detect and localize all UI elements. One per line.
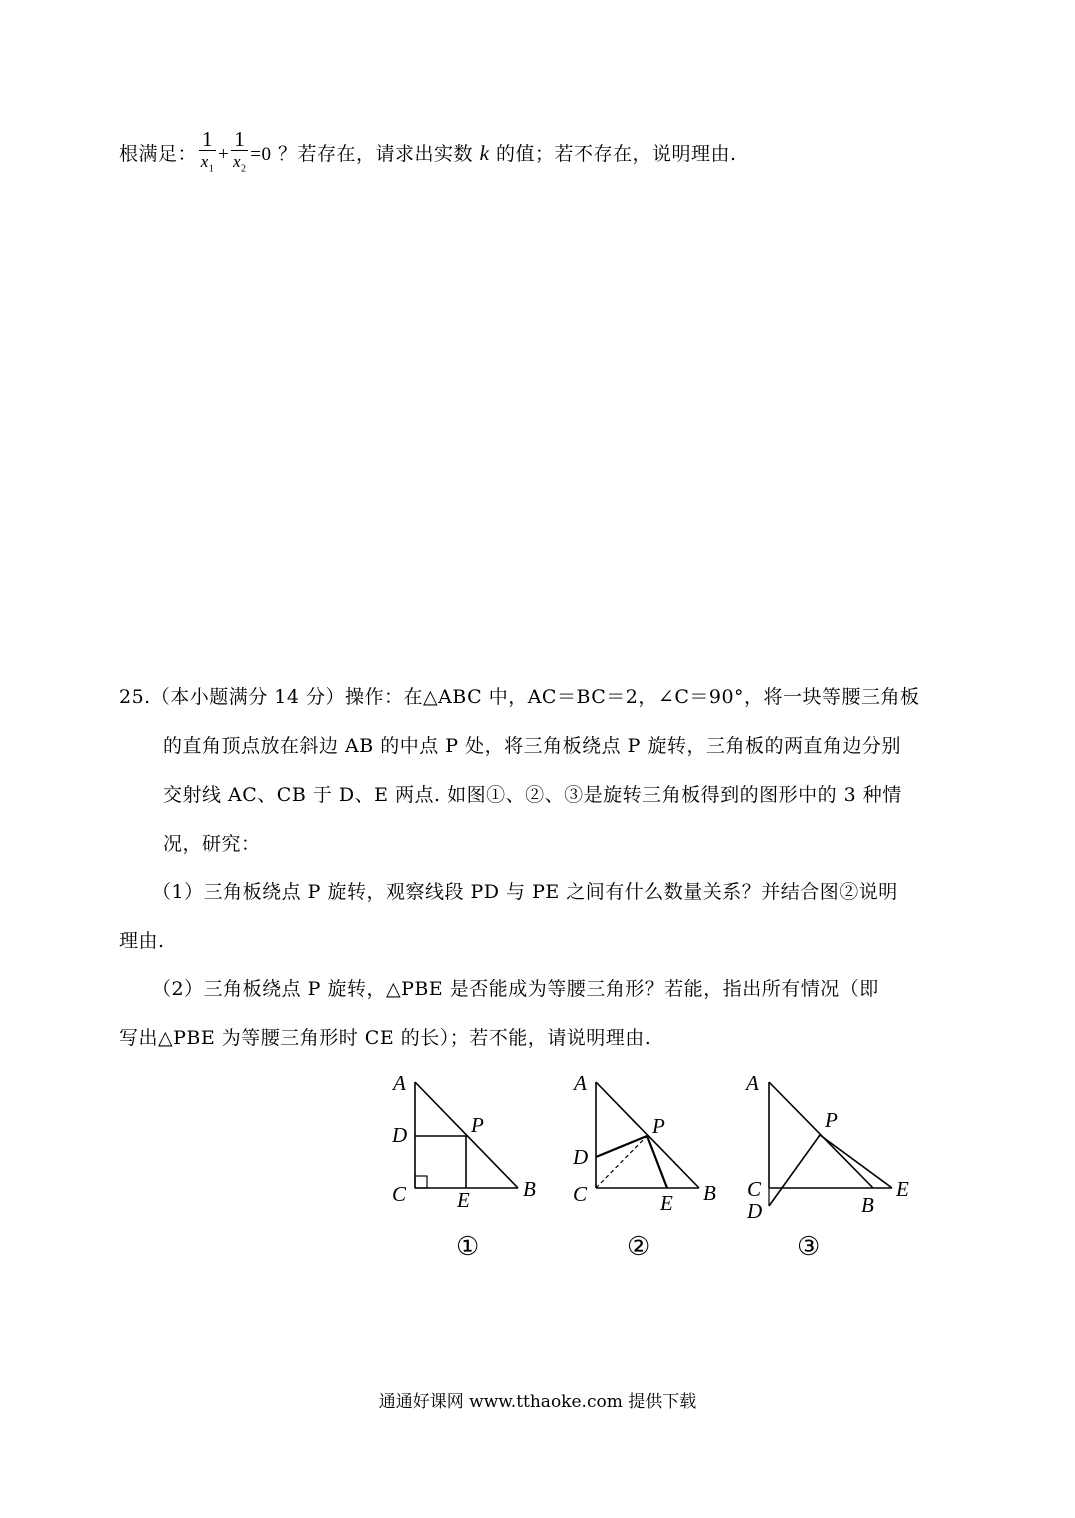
q25-part2-line-2: 写出△PBE 为等腰三角形时 CE 的长）；若不能，请说明理由. — [119, 1027, 652, 1049]
fig2-label-a: A — [574, 1071, 587, 1095]
fig2-label-p: P — [652, 1114, 665, 1138]
figure-3-caption: ③ — [797, 1232, 821, 1262]
figure-2-caption: ② — [627, 1232, 651, 1262]
fig2-label-c: C — [573, 1182, 588, 1206]
fig3-segment-pe — [820, 1135, 892, 1188]
page-footer: 通通好课网 www.tthaoke.com 提供下载 — [378, 1392, 697, 1412]
q25-line-4: 况，研究： — [163, 833, 261, 855]
fig2-label-d: D — [573, 1145, 589, 1169]
figure-1-caption: ① — [456, 1232, 480, 1262]
fig1-right-angle-mark — [415, 1176, 427, 1188]
fig1-label-c: C — [392, 1182, 407, 1206]
fig1-label-b: B — [523, 1177, 536, 1201]
fig3-label-a: A — [746, 1071, 759, 1095]
q25-line-3: 交射线 AC、CB 于 D、E 两点. 如图①、②、③是旋转三角板得到的图形中的 3 种情 — [163, 784, 902, 806]
fig2-label-e: E — [660, 1191, 673, 1210]
figure-2-svg — [566, 1070, 731, 1210]
q24-mid-text: ？若存在，请求出实数 — [278, 143, 474, 166]
q25-part1-line-1: （1）三角板绕点 P 旋转，观察线段 PD 与 PE 之间有什么数量关系？并结合图②说明 — [152, 881, 898, 903]
frac1-numerator: 1 — [199, 128, 216, 151]
fig3-segment-pd — [769, 1135, 820, 1206]
fig2-segment-pc-dashed — [596, 1136, 647, 1188]
q25-line-2: 的直角顶点放在斜边 AB 的中点 P 处，将三角板绕点 P 旋转，三角板的两直角边分别 — [163, 735, 901, 757]
fig1-label-a: A — [393, 1071, 406, 1095]
frac1-denominator — [199, 151, 216, 180]
q24-suffix: 的值；若不存在，说明理由. — [495, 143, 737, 166]
fig3-label-d: D — [747, 1199, 763, 1220]
var-k: k — [479, 141, 490, 166]
q25-part1-line-2: 理由. — [119, 930, 165, 952]
fig3-label-p: P — [825, 1108, 838, 1132]
fraction-1-over-x1 — [199, 128, 216, 180]
fig2-segment-pd — [596, 1136, 647, 1157]
frac2-den-sub: 2 — [241, 163, 247, 175]
frac1-den-var: x — [200, 152, 209, 171]
fig2-label-b: B — [703, 1181, 716, 1205]
fig1-label-p: P — [471, 1113, 484, 1137]
figure-1 — [385, 1070, 550, 1210]
equals-zero: =0 — [250, 144, 272, 166]
frac1-den-sub: 1 — [208, 163, 215, 175]
fraction-1-over-x2 — [231, 128, 248, 180]
q24-prefix: 根满足： — [119, 143, 198, 166]
plus-sign: + — [218, 144, 230, 166]
fig3-label-c: C — [747, 1177, 762, 1201]
frac2-denominator — [231, 151, 248, 180]
q24-condition-line — [119, 129, 736, 181]
q25-part2-line-1: （2）三角板绕点 P 旋转，△PBE 是否能成为等腰三角形？若能，指出所有情况（即 — [152, 978, 879, 1000]
figure-1-svg — [385, 1070, 550, 1210]
q25-line-1: 25.（本小题满分 14 分）操作：在△ABC 中，AC＝BC＝2，∠C＝90°，将一块等腰三角板 — [119, 686, 920, 708]
frac2-numerator: 1 — [231, 128, 248, 151]
fig1-label-d: D — [392, 1123, 408, 1147]
fig3-label-b: B — [861, 1193, 874, 1217]
figure-3-svg — [740, 1070, 925, 1220]
fig3-label-e: E — [896, 1177, 909, 1201]
frac2-den-var: x — [232, 152, 241, 171]
fig1-label-e: E — [457, 1188, 470, 1210]
figure-3 — [740, 1070, 925, 1220]
figure-2 — [566, 1070, 731, 1210]
